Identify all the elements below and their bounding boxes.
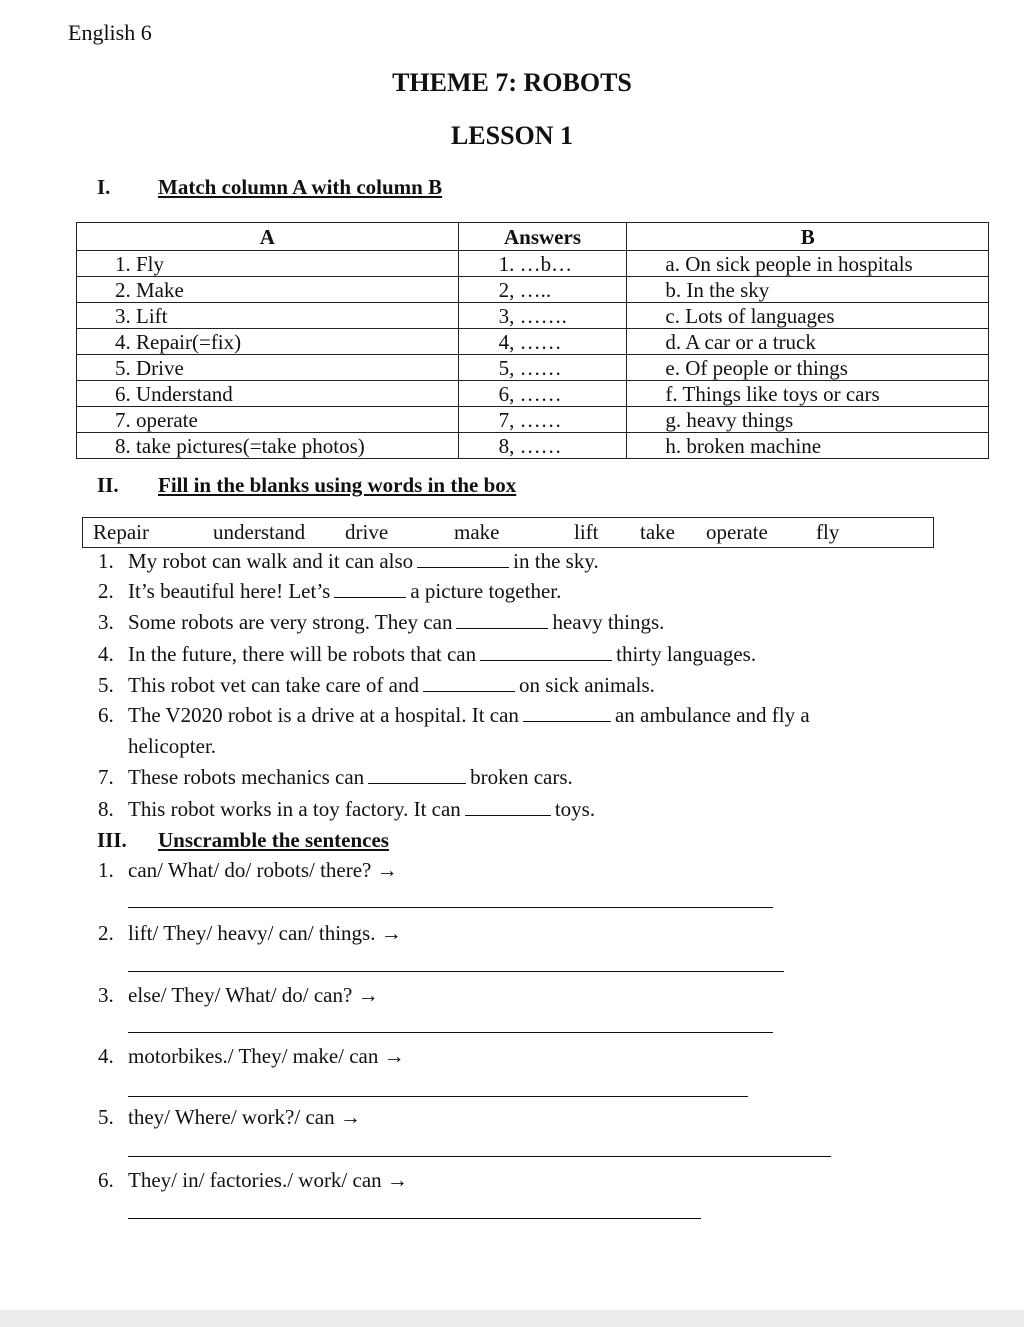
- fill-item: [98, 610, 664, 635]
- column-b-cell: e. Of people or things: [627, 355, 989, 381]
- scrambled-words: they/ Where/ work?/ can →: [128, 1105, 361, 1129]
- word-box-word: make: [454, 520, 500, 544]
- column-b-cell: d. A car or a truck: [627, 329, 989, 355]
- item-number: 2.: [98, 921, 114, 945]
- column-a-cell: 5. Drive: [77, 355, 459, 381]
- item-number: 3.: [98, 610, 114, 634]
- item-text-before: This robot works in a toy factory. It can: [128, 797, 461, 821]
- column-a-cell: 4. Repair(=fix): [77, 329, 459, 355]
- item-text-after: an ambulance and fly a: [614, 703, 810, 727]
- table-row: [77, 433, 989, 459]
- fill-item: [98, 642, 756, 667]
- answer-cell: 4, ……: [458, 329, 627, 355]
- fill-item: [98, 797, 595, 822]
- word-box-word: fly: [816, 520, 840, 544]
- item-text-before: These robots mechanics can: [128, 765, 365, 789]
- table-row: [77, 277, 989, 303]
- answer-cell: 7, ……: [458, 407, 627, 433]
- item-text-before: It’s beautiful here! Let’s: [128, 579, 331, 603]
- section-1-roman: I.: [97, 175, 111, 199]
- item-text-before: My robot can walk and it can also: [128, 549, 414, 573]
- fill-item: [98, 549, 599, 574]
- column-a-cell: 8. take pictures(=take photos): [77, 433, 459, 459]
- word-box-word: lift: [574, 520, 599, 544]
- item-text-after: on sick animals.: [518, 673, 655, 697]
- answer-cell: 2, …..: [458, 277, 627, 303]
- word-box-word: understand: [213, 520, 306, 544]
- column-a-cell: 1. Fly: [77, 251, 459, 277]
- item-text-before: The V2020 robot is a drive at a hospital. It can: [128, 703, 519, 727]
- answer-blank[interactable]: [465, 801, 551, 816]
- answer-cell: 5, ……: [458, 355, 627, 381]
- fill-item-continuation: helicopter.: [128, 734, 217, 758]
- column-b-cell: b. In the sky: [627, 277, 989, 303]
- word-box-word: drive: [345, 520, 389, 544]
- item-number: 2.: [98, 579, 114, 603]
- table-row: [77, 381, 989, 407]
- column-b-cell: h. broken machine: [627, 433, 989, 459]
- unscramble-item: [98, 1044, 405, 1069]
- answer-cell: 6, ……: [458, 381, 627, 407]
- item-number: 4.: [98, 642, 114, 666]
- unscramble-item: [98, 983, 379, 1008]
- answer-blank[interactable]: [523, 707, 611, 722]
- table-row: [77, 407, 989, 433]
- item-number: 1.: [98, 858, 114, 882]
- item-text-before: This robot vet can take care of and: [128, 673, 419, 697]
- item-text-after: in the sky.: [513, 549, 599, 573]
- answer-blank[interactable]: [334, 583, 406, 598]
- unscramble-item: [98, 921, 402, 946]
- item-number: 7.: [98, 765, 114, 789]
- column-a-cell: 7. operate: [77, 407, 459, 433]
- section-1-title: Match column A with column B: [158, 175, 443, 199]
- column-answers-header: Answers: [458, 223, 627, 251]
- item-number: 3.: [98, 983, 114, 1007]
- answer-line[interactable]: [128, 1096, 748, 1097]
- answer-cell: 3, …….: [458, 303, 627, 329]
- section-1-heading: [97, 175, 442, 200]
- scrambled-words: They/ in/ factories./ work/ can →: [128, 1168, 408, 1192]
- item-text-after: thirty languages.: [616, 642, 757, 666]
- fill-item: [98, 765, 573, 790]
- column-a-cell: 6. Understand: [77, 381, 459, 407]
- answer-cell: 1. …b…: [458, 251, 627, 277]
- column-a-cell: 3. Lift: [77, 303, 459, 329]
- item-text-before: Some robots are very strong. They can: [128, 610, 453, 634]
- scrambled-words: lift/ They/ heavy/ can/ things. →: [128, 921, 402, 945]
- table-row: [77, 303, 989, 329]
- fill-item: [98, 673, 655, 698]
- answer-blank[interactable]: [417, 553, 509, 568]
- word-box-word: operate: [706, 520, 768, 544]
- word-box-word: Repair: [93, 520, 149, 544]
- item-number: 6.: [98, 703, 114, 727]
- lesson-title: LESSON 1: [450, 121, 574, 150]
- item-text-after: a picture together.: [410, 579, 562, 603]
- answer-line[interactable]: [128, 1032, 773, 1033]
- item-text-after: broken cars.: [470, 765, 573, 789]
- answer-line[interactable]: [128, 907, 773, 908]
- answer-blank[interactable]: [480, 646, 612, 661]
- fill-item: [98, 579, 561, 604]
- answer-blank[interactable]: [456, 614, 548, 629]
- column-a-cell: 2. Make: [77, 277, 459, 303]
- item-number: 6.: [98, 1168, 114, 1192]
- theme-title: THEME 7: ROBOTS: [392, 68, 632, 97]
- scrambled-words: motorbikes./ They/ make/ can →: [128, 1044, 405, 1068]
- word-box: [82, 517, 934, 548]
- column-b-cell: c. Lots of languages: [627, 303, 989, 329]
- item-number: 1.: [98, 549, 114, 573]
- answer-blank[interactable]: [423, 677, 515, 692]
- word-box-word: take: [640, 520, 675, 544]
- column-b-cell: f. Things like toys or cars: [627, 381, 989, 407]
- viewer-bottom-strip: [0, 1310, 1024, 1327]
- section-2-title: Fill in the blanks using words in the box: [158, 473, 517, 497]
- column-b-header: B: [627, 223, 989, 251]
- unscramble-item: [98, 1168, 408, 1193]
- item-number: 5.: [98, 673, 114, 697]
- scrambled-words: can/ What/ do/ robots/ there? →: [128, 858, 398, 882]
- answer-line[interactable]: [128, 971, 784, 972]
- answer-blank[interactable]: [368, 769, 466, 784]
- item-number: 5.: [98, 1105, 114, 1129]
- section-3-roman: III.: [97, 828, 127, 852]
- answer-line[interactable]: [128, 1218, 701, 1219]
- section-3-heading: [97, 828, 389, 853]
- item-text-after: heavy things.: [552, 610, 665, 634]
- fill-item: [98, 703, 810, 728]
- unscramble-item: [98, 1105, 361, 1130]
- column-a-header: A: [77, 223, 459, 251]
- item-number: 8.: [98, 797, 114, 821]
- column-b-cell: g. heavy things: [627, 407, 989, 433]
- answer-cell: 8, ……: [458, 433, 627, 459]
- item-text-after: toys.: [554, 797, 596, 821]
- scrambled-words: else/ They/ What/ do/ can? →: [128, 983, 379, 1007]
- table-row: [77, 355, 989, 381]
- answer-line[interactable]: [128, 1156, 831, 1157]
- table-header-row: [77, 223, 989, 251]
- section-3-title: Unscramble the sentences: [158, 828, 389, 852]
- section-2-roman: II.: [97, 473, 119, 497]
- section-2-heading: [97, 473, 516, 498]
- table-row: [77, 329, 989, 355]
- item-text-before: In the future, there will be robots that can: [128, 642, 477, 666]
- matching-table: [76, 222, 989, 459]
- table-row: [77, 251, 989, 277]
- subject-header: English 6: [68, 20, 152, 45]
- item-number: 4.: [98, 1044, 114, 1068]
- unscramble-item: [98, 858, 398, 883]
- column-b-cell: a. On sick people in hospitals: [627, 251, 989, 277]
